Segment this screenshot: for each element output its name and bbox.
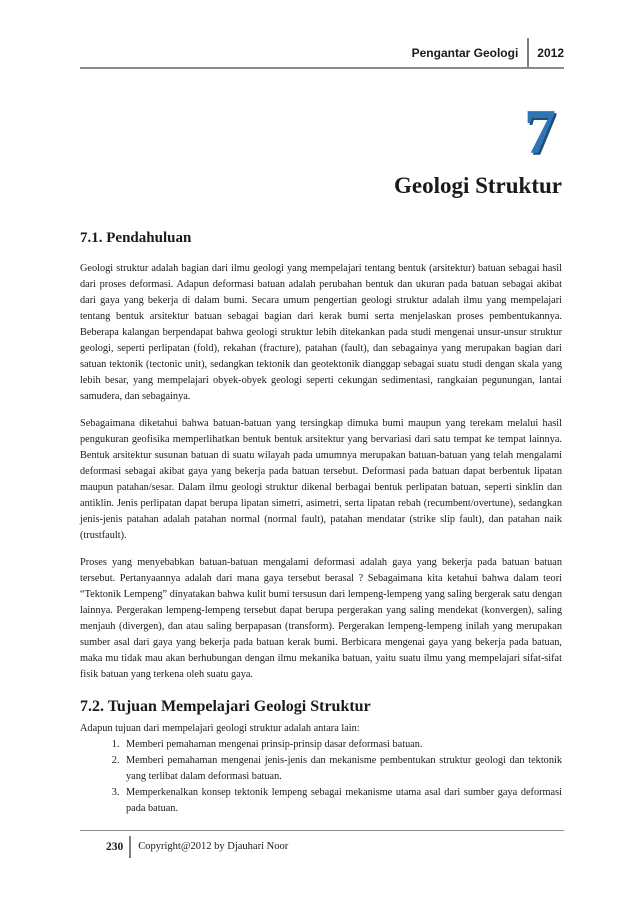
list-intro: Adapun tujuan dari mempelajari geologi struktur adalah antara lain: <box>80 723 360 734</box>
header-year: 2012 <box>527 38 564 68</box>
footer-divider <box>80 830 564 831</box>
page-number: 230 <box>106 841 124 853</box>
section-heading-tujuan: 7.2. Tujuan Mempelajari Geologi Struktur <box>80 698 371 715</box>
running-header <box>412 38 564 68</box>
paragraph: Sebagaimana diketahui bahwa batuan-batuan yang tersingkap dimuka bumi maupun yang terekam melalui hasil pengukuran geofisika memperlihatkan bentuk bentuk arsitektur yang bervariasi dari satu tempat ke tempat lainnya. Bentuk arsitektur susunan batuan di suatu wilayah pada umumnya merupakan batuan-batuan yang telah mengalami deformasi sebagai akibat gaya yang bekerja pada batuan tersebut. Deformasi pada batuan dapat berbentuk lipatan maupun patahan/sesar. Dalam ilmu geologi struktur dikenal berbagai bentuk perlipatan batuan, seperti sinklin dan antiklin. Jenis perlipatan dapat berupa lipatan simetri, asimetri, serta lipatan rebah (recumbent/overtune), sedangkan jenis-jenis patahan adalah patahan normal (normal fault), patahan mendatar (strike slip fault), dan patahan naik (trustfault). <box>80 418 562 541</box>
copyright-text: Copyright@2012 by Djauhari Noor <box>129 836 288 858</box>
header-divider <box>80 67 564 69</box>
page-footer <box>106 836 288 858</box>
section-heading-pendahuluan: 7.1. Pendahuluan <box>80 230 192 246</box>
list-item: 2. Memberi pemahaman mengenai jenis-jenis dan mekanisme pembentukan struktur geologi dan tektonik yang terlibat dalam deformasi batuan. <box>122 753 562 785</box>
paragraph: Geologi struktur adalah bagian dari ilmu geologi yang mempelajari tentang bentuk (arsitektur) batuan sebagai hasil dari proses deformasi. Adapun deformasi batuan adalah perubahan bentuk dan ukuran pada batuan sebagai akibat dari gaya yang bekerja di dalam bumi. Secara umum pengertian geologi struktur adalah ilmu yang mempelajari tentang bentuk arsitektur batuan sebagai bagian dari kerak bumi serta menjelaskan proses pembentukannya. Beberapa kalangan berpendapat bahwa geologi struktur lebih ditekankan pada studi mengenai unsur-unsur struktur geologi, seperti perlipatan (fold), rekahan (fracture), patahan (fault), dan sebagainya yang merupakan bagian dari satuan tektonik (tectonic unit), sedangkan tektonik dan geotektonik dianggap sebagai suatu studi dengan skala yang lebih besar, yang mempelajari obyek-obyek geologi seperti cekungan sedimentasi, rangkaian pegunungan, lantai samudera, dan sebagainya. <box>80 263 562 402</box>
list-item: 1. Memberi pemahaman mengenai prinsip-prinsip dasar deformasi batuan. <box>122 737 562 753</box>
list-item: 3. Memperkenalkan konsep tektonik lempeng sebagai mekanisme utama asal dari sumber gaya deformasi pada batuan. <box>122 785 562 817</box>
paragraph: Proses yang menyebabkan batuan-batuan mengalami deformasi adalah gaya yang bekerja pada batuan batuan tersebut. Pertanyaannya adalah dari mana gaya tersebut berasal ? Sebagaimana kita ketahui bahwa dalam teori “Tektonik Lempeng” dinyatakan bahwa kulit bumi tersusun dari lempeng-lempeng yang saling bergerak satu dengan lainnya. Pergerakan lempeng-lempeng tersebut dapat berupa pergerakan yang saling mendekat (konvergen), saling menjauh (divergen), dan atau saling berpapasan (transform). Pergerakan lempeng-lempeng inilah yang merupakan sumber asal dari gaya yang bekerja pada batuan kerak bumi. Berbicara mengenai gaya yang bekerja pada batuan, maka mu tidak mau akan berhubungan dengan ilmu mekanika batuan, yaitu suatu ilmu yang mempelajari sifat-sifat fisik batuan yang terkena oleh suatu gaya. <box>80 557 562 680</box>
main-content <box>80 228 562 817</box>
objectives-list <box>80 737 562 817</box>
header-book-title: Pengantar Geologi <box>411 46 519 60</box>
chapter-title: Geologi Struktur <box>393 173 562 198</box>
chapter-number: 7 <box>524 96 556 167</box>
